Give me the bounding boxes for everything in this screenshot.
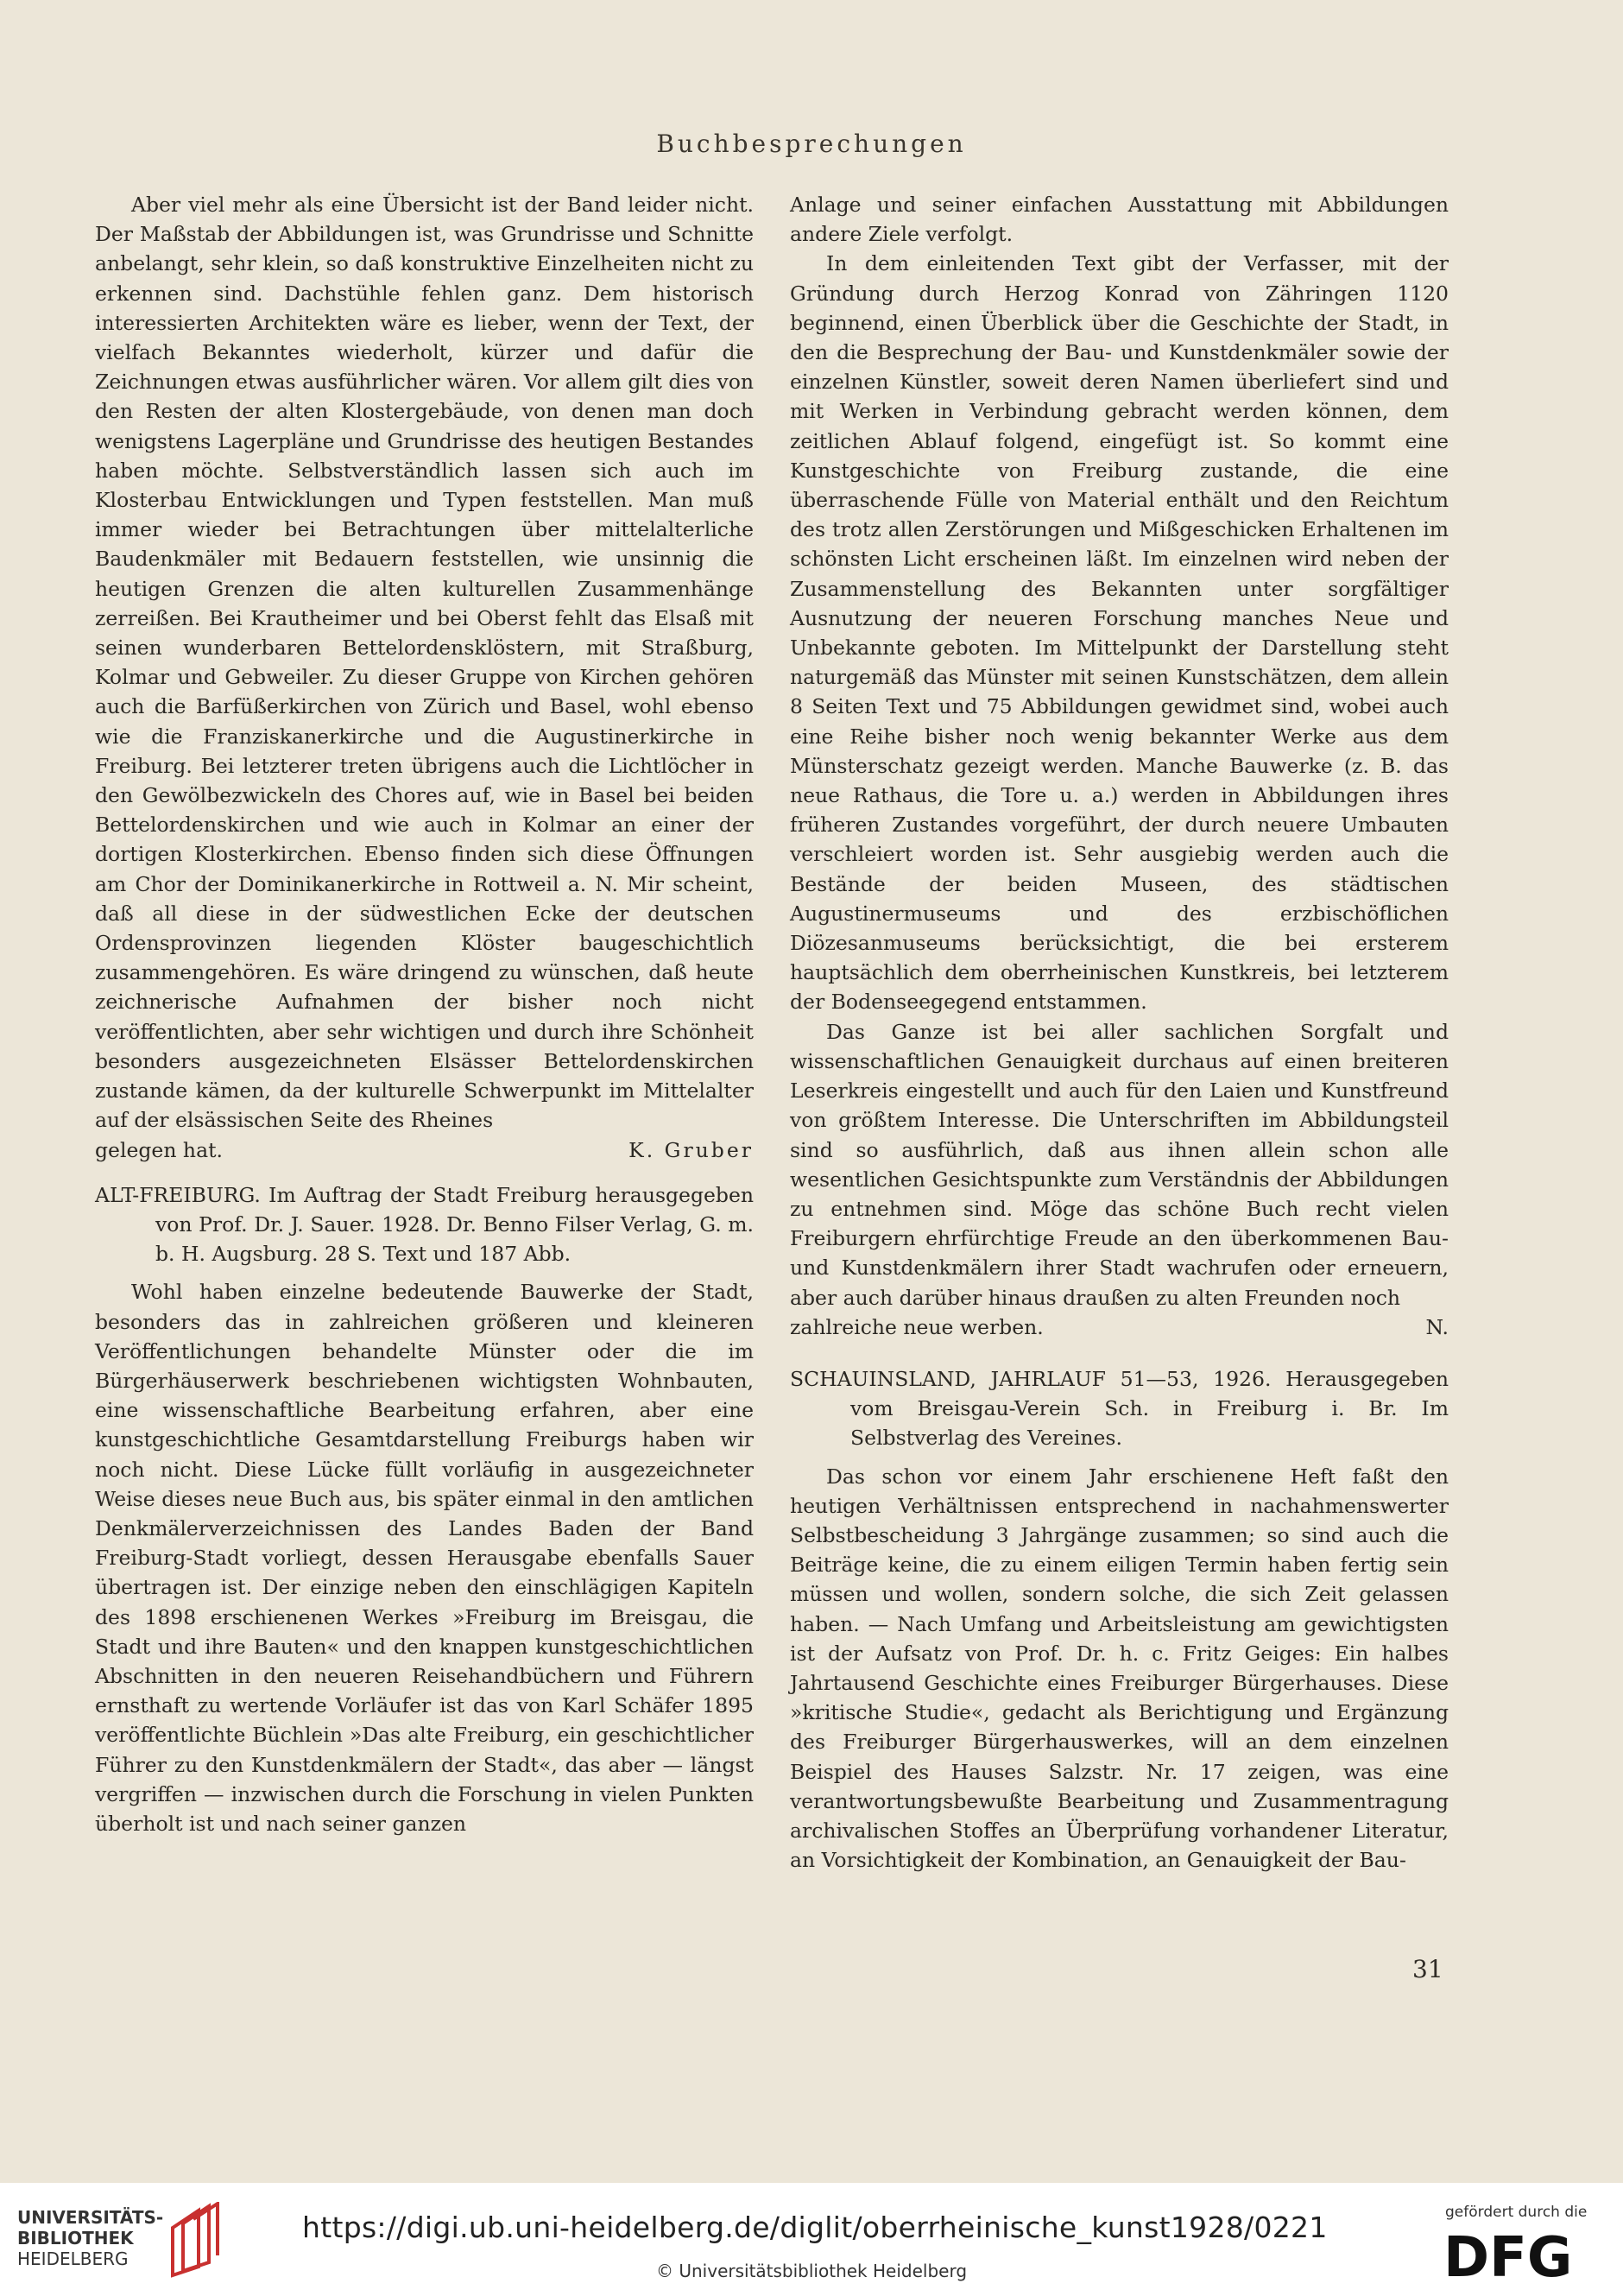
signature-line bbox=[790, 1312, 1449, 1342]
permalink-url[interactable]: https://digi.ub.uni-heidelberg.de/diglit/oberrheinische_kunst1928/0221 bbox=[302, 2211, 1328, 2244]
review-paragraph: In dem einleitenden Text gibt der Verfasser, mit der Gründung durch Herzog Konrad von Zähringen 1120 beginnend, einen Überblick über die Geschichte der Stadt, in den die Besprechung der Bau- und Kunstdenkmäler sowie der einzelnen Künstler, soweit deren Namen überliefert sind und mit Werken in Verbindung gebracht werden können, dem zeitlichen Ablauf folgend, eingefügt ist. So kommt eine Kunstgeschichte von Freiburg zustande, die eine überraschende Fülle von Material enthält und den Reichtum des trotz allen Zerstörungen und Mißgeschicken Erhaltenen im schönsten Licht erscheinen läßt. Im einzelnen wird neben der Zusammenstellung des Bekannten unter sorgfältiger Ausnutzung der neueren Forschung manches Neue und Unbekannte geboten. Im Mittelpunkt der Darstellung steht naturgemäß das Münster mit seinen Kunstschätzen, dem allein 8 Seiten Text und 75 Abbildungen gewidmet sind, wobei auch eine Reihe bisher noch wenig bekannter Werke aus dem Münsterschatz gezeigt werden. Manche Bauwerke (z. B. das neue Rathaus, die Tore u. a.) werden in Abbildungen ihres früheren Zustandes vorgeführt, der durch neuere Umbauten verschleiert worden ist. Sehr ausgiebig werden auch die Bestände der beiden Museen, des städtischen Augustinermuseums und des erzbischöflichen Diözesanmuseums berücksichtigt, die bei ersterem hauptsächlich dem oberrheinischen Kunstkreis, bei letzterem der Bodenseegegend entstammen. bbox=[790, 251, 1449, 1015]
running-head: Buchbesprechungen bbox=[656, 130, 967, 158]
reviewer-signature: K. Gruber bbox=[628, 1137, 754, 1162]
book-entry-heading: SCHAUINSLAND, JAHRLAUF 51—53, 1926. Herausgegeben vom Breisgau-Verein Sch. in Freiburg i. Br. Im Selbstverlag des Vereines. bbox=[790, 1366, 1449, 1451]
left-column bbox=[95, 190, 754, 1838]
review-paragraph: Anlage und seiner einfachen Ausstattung mit Abbildungen andere Ziele verfolgt. bbox=[790, 193, 1449, 247]
library-name-line: HEIDELBERG bbox=[17, 2249, 129, 2269]
closing-text: gelegen hat. bbox=[95, 1137, 223, 1162]
viewer-footer bbox=[0, 2183, 1623, 2296]
reviewer-signature: N. bbox=[1425, 1314, 1449, 1339]
right-column bbox=[790, 190, 1449, 1875]
copyright-notice: © Universitätsbibliothek Heidelberg bbox=[656, 2261, 968, 2281]
library-logo-icon bbox=[164, 2202, 224, 2280]
review-paragraph: Das schon vor einem Jahr erschienene Heft faßt den heutigen Verhältnissen entsprechend in nachahmenswerter Selbstbescheidung 3 Jahrgänge zusammen; so sind auch die Beiträge keine, die zu einem eiligen Termin haben fertig sein müssen und wollen, sondern solche, die sich Zeit gelassen haben. — Nach Umfang und Arbeitsleistung am gewichtigsten ist der Aufsatz von Prof. Dr. h. c. Fritz Geiges: Ein halbes Jahrtausend Geschichte eines Freiburger Bürgerhauses. Diese »kritische Studie«, gedacht als Berichtigung und Ergänzung des Freiburger Bürgerhauswerkes, will an dem einzelnen Beispiel des Hauses Salzstr. Nr. 17 zeigen, was eine verantwortungsbewußte Bearbeitung und Zusammentragung archivalischen Stoffes an Überprüfung vorhandener Literatur, an Vorsichtigkeit der Kombination, an Genauigkeit der Bau- bbox=[790, 1464, 1449, 1873]
signature-line bbox=[95, 1135, 754, 1165]
closing-text: zahlreiche neue werben. bbox=[790, 1314, 1044, 1339]
dfg-logo-icon bbox=[1443, 2228, 1599, 2283]
review-paragraph: Das Ganze ist bei aller sachlichen Sorgfalt und wissenschaftlichen Genauigkeit durchaus auf einen breiteren Leserkreis eingestellt und auch für den Laien und Kunstfreund von größtem Interesse. Die Unterschriften im Abbildungsteil sind so ausführlich, daß aus ihnen allein schon alle wesentlichen Gesichtspunkte zum Verständnis der Abbildungen zu entnehmen sind. Möge das schöne Buch recht vielen Freiburgern ehrfürchtige Freude an den überkommenen Bau- und Kunstdenkmälern ihrer Stadt wachrufen oder erneuern, aber auch darüber hinaus draußen zu alten Freunden noch bbox=[790, 1019, 1449, 1310]
funding-caption: gefördert durch die bbox=[1445, 2204, 1588, 2221]
book-entry-heading: ALT-FREIBURG. Im Auftrag der Stadt Freiburg herausgegeben von Prof. Dr. J. Sauer. 1928. Dr. Benno Filser Verlag, G. m. b. H. Augsburg. 28 S. Text und 187 Abb. bbox=[95, 1182, 754, 1267]
review-paragraph: Aber viel mehr als eine Übersicht ist der Band leider nicht. Der Maßstab der Abbildungen ist, was Grundrisse und Schnitte anbelangt, sehr klein, so daß konstruktive Einzelheiten nicht zu erkennen sind. Dachstühle fehlen ganz. Dem historisch interessierten Architekten wäre es lieber, wenn der Text, der vielfach Bekanntes wiederholt, kürzer und dafür die Zeichnungen etwas ausführlicher wären. Vor allem gilt dies von den Resten der alten Klostergebäude, von denen man doch wenigstens Lagerpläne und Grundrisse des heutigen Bestandes haben möchte. Selbstverständlich lassen sich auch im Klosterbau Entwicklungen und Typen feststellen. Man muß immer wieder bei Betrachtungen über mittelalterliche Baudenkmäler mit Bedauern feststellen, wie unsinnig die heutigen Grenzen die alten kulturellen Zusammenhänge zerreißen. Bei Krautheimer und bei Oberst fehlt das Elsaß mit seinen wunderbaren Bettelordensklöstern, mit Straßburg, Kolmar und Gebweiler. Zu dieser Gruppe von Kirchen gehören auch die Barfüßerkirchen von Zürich und Basel, wohl ebenso wie die Franziskanerkirche und die Augustinerkirche in Freiburg. Bei letzterer treten übrigens auch die Lichtlöcher in den Gewölbezwickeln des Chores auf, wie in Basel bei beiden Bettelordenskirchen und wie auch in Kolmar an einer der dortigen Klosterkirchen. Ebenso finden sich diese Öffnungen am Chor der Dominikanerkirche in Rottweil a. N. Mir scheint, daß all diese in der südwestlichen Ecke der deutschen Ordensprovinzen liegenden Klöster baugeschichtlich zusammengehören. Es wäre dringend zu wünschen, daß heute zeichnerische Aufnahmen der bisher noch nicht veröffentlichten, aber sehr wichtigen und durch ihre Schönheit besonders ausgezeichneten Elsässer Bettelordenskirchen zustande kämen, da der kulturelle Schwerpunkt im Mittelalter auf der elsässischen Seite des Rheines bbox=[95, 193, 754, 1133]
page-number: 31 bbox=[1412, 1955, 1443, 1983]
library-name-line: BIBLIOTHEK bbox=[17, 2228, 134, 2249]
dfg-logo-text: DFG bbox=[1443, 2228, 1573, 2283]
library-name-line: UNIVERSITÄTS- bbox=[17, 2207, 164, 2228]
library-name bbox=[17, 2207, 163, 2269]
review-paragraph: Wohl haben einzelne bedeutende Bauwerke der Stadt, besonders das in zahlreichen größeren und kleineren Veröffentlichungen behandelte Münster oder die im Bürgerhäuserwerk beschriebenen wichtigsten Wohnbauten, eine wissenschaftliche Bearbeitung erfahren, aber eine kunstgeschichtliche Gesamtdarstellung Freiburgs haben wir noch nicht. Diese Lücke füllt vorläufig in ausgezeichneter Weise dieses neue Buch aus, bis später einmal in den amtlichen Denkmälerverzeichnissen des Landes Baden der Band Freiburg-Stadt vorliegt, dessen Herausgabe ebenfalls Sauer übertragen ist. Der einzige neben den einschlägigen Kapiteln des 1898 erschienenen Werkes »Freiburg im Breisgau, die Stadt und ihre Bauten« und den knappen kunstgeschichtlichen Abschnitten in den neueren Reisehandbüchern und Führern ernsthaft zu wertende Vorläufer ist das von Karl Schäfer 1895 veröffentlichte Büchlein »Das alte Freiburg, ein geschichtlicher Führer zu den Kunstdenkmälern der Stadt«, das aber — längst vergriffen — inzwischen durch die Forschung in vielen Punkten überholt ist und nach seiner ganzen bbox=[95, 1280, 754, 1836]
